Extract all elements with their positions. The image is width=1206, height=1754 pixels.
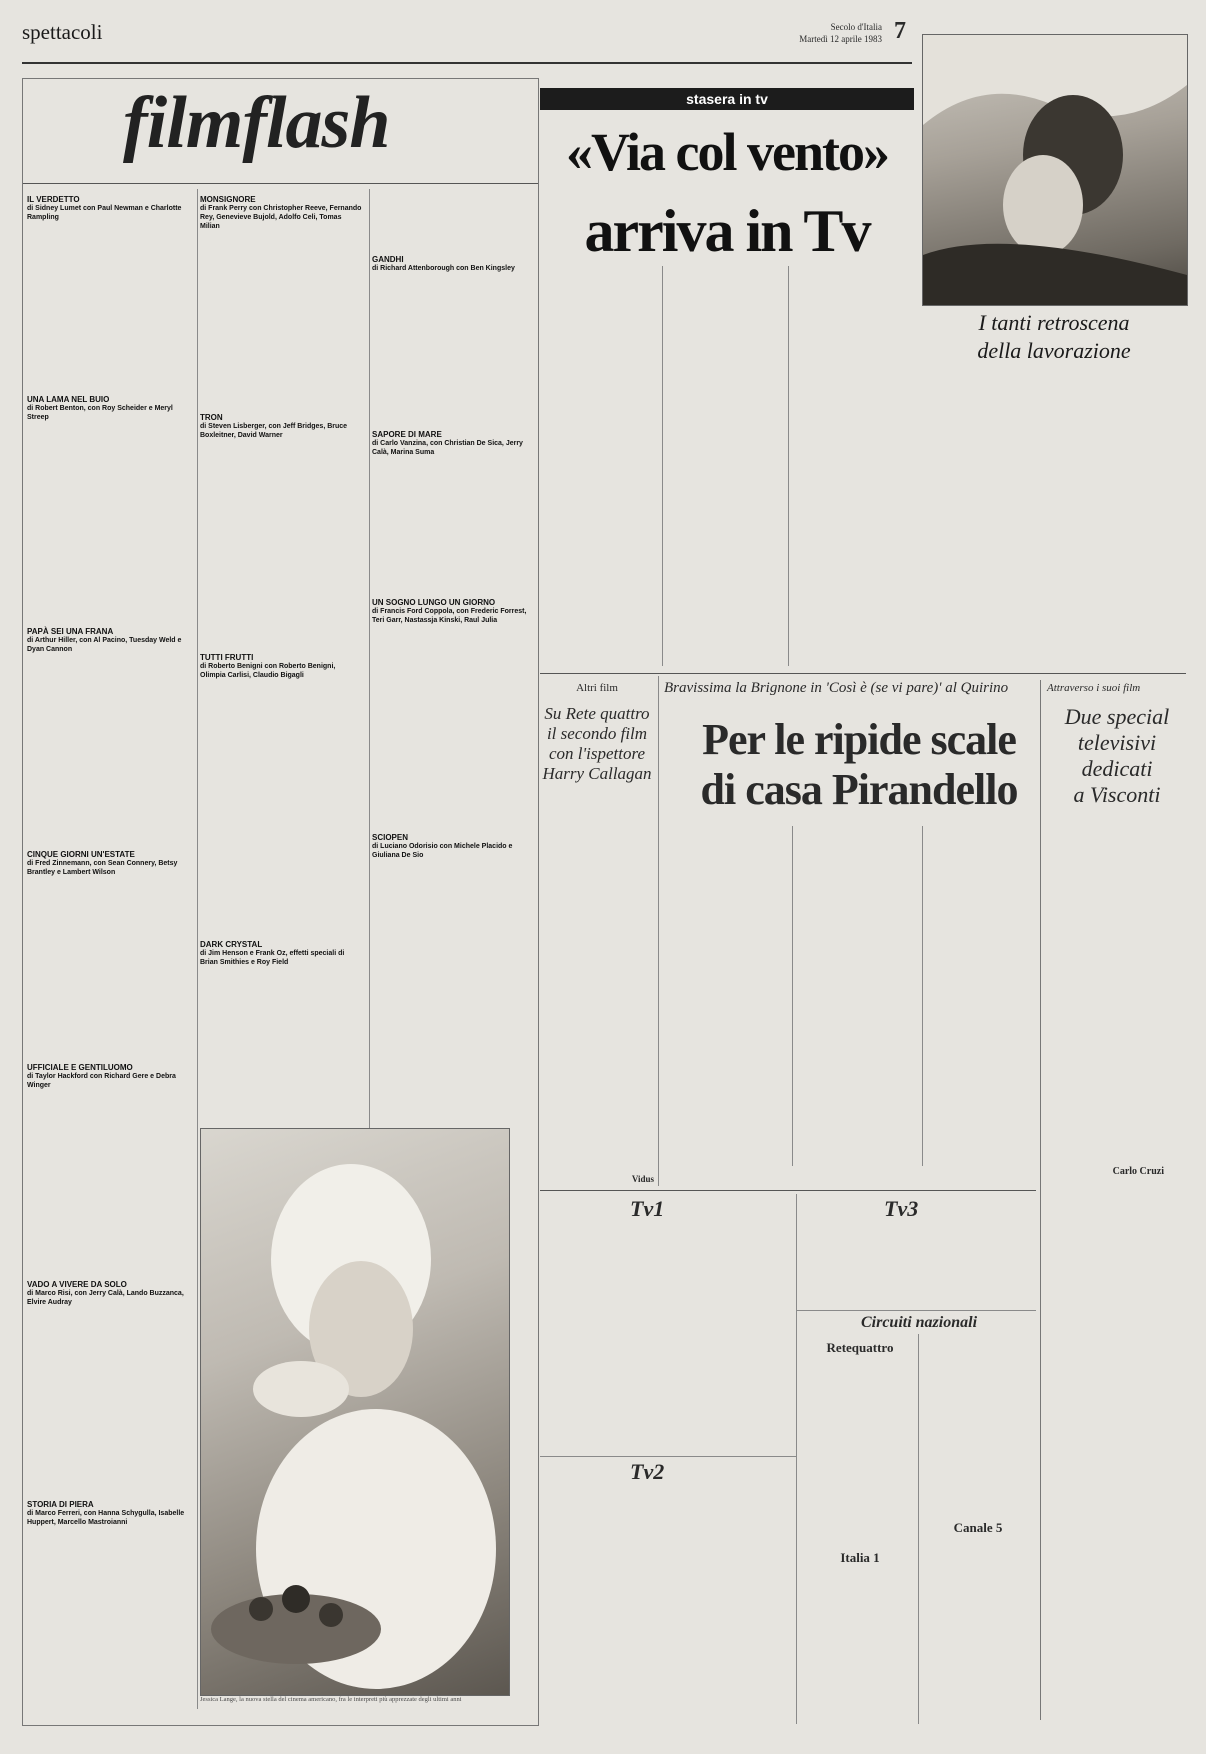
film-entry [372, 598, 532, 625]
canale5-heading: Canale 5 [953, 1520, 1003, 1535]
film-entry [27, 1063, 191, 1090]
filmflash-title-rule [23, 183, 538, 184]
film-credits: di Fred Zinnemann, con Sean Connery, Betsy Brantley e Lambert Wilson [27, 860, 178, 876]
film-title: DARK CRYSTAL [200, 940, 263, 949]
italia1-heading: Italia 1 [840, 1550, 880, 1565]
film-entry [200, 940, 362, 967]
pirandello-title-line1: Per le ripide scale [702, 715, 1016, 764]
tv3-heading: Tv3 [884, 1196, 919, 1221]
film-credits: di Steven Lisberger, con Jeff Bridges, Bruce Boxleitner, David Warner [200, 423, 348, 439]
film-entry [200, 413, 362, 440]
film-title: UFFICIALE E GENTILUOMO [27, 1063, 133, 1072]
tv-rule [796, 1310, 1036, 1311]
pirandello-kicker: Bravissima la Brignone in 'Così è (se vi pare)' al Quirino [664, 680, 1009, 696]
film-credits: di Marco Ferreri, con Hanna Schygulla, Isabelle Huppert, Marcello Mastroianni [27, 1510, 185, 1526]
visconti-article [1040, 680, 1187, 1720]
film-entry [27, 195, 191, 222]
film-credits: di Jim Henson e Frank Oz, effetti speciali di Brian Smithies e Roy Field [200, 950, 345, 966]
sidebar-title-line2: della lavorazione [977, 338, 1131, 363]
film-entry [372, 833, 532, 860]
film-entry [372, 430, 532, 457]
tv-col-divider [796, 1194, 797, 1724]
film-credits: di Richard Attenborough con Ben Kingsley [372, 265, 515, 272]
section-rule [540, 673, 1186, 674]
main-article-kicker: stasera in tv [540, 88, 914, 110]
film-title: SAPORE DI MARE [372, 430, 442, 439]
filmflash-col-divider-2 [369, 189, 370, 1149]
film-credits: di Arthur Hiller, con Al Pacino, Tuesday Weld e Dyan Cannon [27, 637, 182, 653]
film-title: PAPÀ SEI UNA FRANA [27, 627, 114, 636]
visconti-title-line4: a Visconti [1073, 782, 1161, 807]
film-title: TRON [200, 413, 223, 422]
film-entry [200, 653, 362, 680]
retequattro-heading: Retequattro [826, 1340, 894, 1355]
film-credits: di Taylor Hackford con Richard Gere e Debra Winger [27, 1073, 176, 1089]
photo-caption: Jessica Lange, la nuova stella del cinema americano, fra le interpreti più apprezzate degli ultimi anni [200, 1696, 462, 1703]
film-credits: di Robert Benton, con Roy Scheider e Meryl Streep [27, 405, 173, 421]
actress-photo-image [201, 1129, 509, 1695]
film-entry [27, 1500, 191, 1527]
visconti-title-line2: televisivi [1077, 730, 1157, 755]
film-title: STORIA DI PIERA [27, 1500, 94, 1509]
rete-quattro-section: Altri film [576, 682, 618, 694]
filmflash-col-divider-1 [197, 189, 198, 1709]
page-header [22, 18, 912, 68]
article-col-divider [922, 826, 923, 1166]
visconti-title-line3: dedicati [1081, 756, 1153, 781]
col-divider [658, 676, 659, 1186]
tv-listings [540, 1194, 1036, 1724]
tv-col-divider [918, 1334, 919, 1724]
gwtw-photo [922, 34, 1188, 306]
film-credits: di Sidney Lumet con Paul Newman e Charlotte Rampling [27, 205, 182, 221]
tv1-heading: Tv1 [630, 1196, 665, 1221]
film-title: CINQUE GIORNI UN'ESTATE [27, 850, 135, 859]
article-col-divider [788, 266, 789, 666]
newspaper-name: Secolo d'Italia [830, 22, 882, 32]
visconti-title-line1: Due special [1064, 704, 1170, 729]
header-rule [22, 62, 912, 64]
rete-quattro-title: Su Rete quattro il secondo film con l'ispettore Harry Callagan [542, 704, 652, 783]
sidebar-title-line1: I tanti retroscena [978, 310, 1130, 335]
circuiti-heading: Circuiti nazionali [860, 1314, 978, 1331]
film-title: UN SOGNO LUNGO UN GIORNO [372, 598, 496, 607]
main-article-title-line2: arriva in Tv [584, 198, 870, 264]
film-title: MONSIGNORE [200, 195, 256, 204]
filmflash-column-1 [27, 195, 191, 1715]
film-credits: di Frank Perry con Christopher Reeve, Fernando Rey, Genevieve Bujold, Adolfo Celi, Tomas Milian [200, 205, 362, 230]
film-entry [27, 627, 191, 654]
film-entry [27, 395, 191, 422]
section-name: spettacoli [22, 20, 103, 44]
filmflash-column-3 [372, 195, 532, 1075]
film-credits: di Roberto Benigni con Roberto Benigni, Olimpia Carlisi, Claudio Bigagli [200, 663, 336, 679]
rete-quattro-article [540, 680, 654, 1184]
film-title: VADO A VIVERE DA SOLO [27, 1280, 127, 1289]
film-entry [200, 195, 362, 231]
film-title: IL VERDETTO [27, 195, 80, 204]
tv2-heading: Tv2 [630, 1459, 665, 1484]
article-col-divider [792, 826, 793, 1166]
visconti-kicker: Attraverso i suoi film [1047, 682, 1141, 694]
film-entry [372, 255, 532, 273]
main-article [540, 88, 914, 673]
film-credits: di Francis Ford Coppola, con Frederic Forrest, Teri Garr, Nastassja Kinski, Raul Julia [372, 608, 527, 624]
rete-quattro-signature: Vidus [631, 1174, 654, 1184]
article-col-divider [662, 266, 663, 666]
film-title: GANDHI [372, 255, 404, 264]
main-article-title-line1: «Via col vento» [566, 122, 888, 182]
film-entry [27, 1280, 191, 1307]
film-review-text [27, 221, 191, 371]
page-number: 7 [894, 18, 906, 44]
film-credits: di Luciano Odorisio con Michele Placido e Giuliana De Sio [372, 843, 513, 859]
film-title: UNA LAMA NEL BUIO [27, 395, 110, 404]
tv-rule [540, 1456, 796, 1457]
film-credits: di Carlo Vanzina, con Christian De Sica, Jerry Calà, Marina Suma [372, 440, 523, 456]
pirandello-signature: Carlo Cruzi [1112, 1166, 1164, 1177]
sidebar-article [922, 308, 1186, 668]
actress-photo [200, 1128, 510, 1696]
gwtw-photo-image [923, 35, 1187, 305]
pirandello-title-line2: di casa Pirandello [700, 765, 1018, 814]
film-title: SCIOPEN [372, 833, 409, 842]
issue-date: Martedì 12 aprile 1983 [799, 34, 882, 44]
filmflash-column-2 [200, 195, 362, 1075]
tv-section-rule [540, 1190, 1036, 1191]
filmflash-title: filmflash [123, 82, 390, 164]
film-title: TUTTI FRUTTI [200, 653, 254, 662]
film-credits: di Marco Risi, con Jerry Calà, Lando Buzzanca, Elvire Audray [27, 1290, 184, 1306]
film-entry [27, 850, 191, 877]
